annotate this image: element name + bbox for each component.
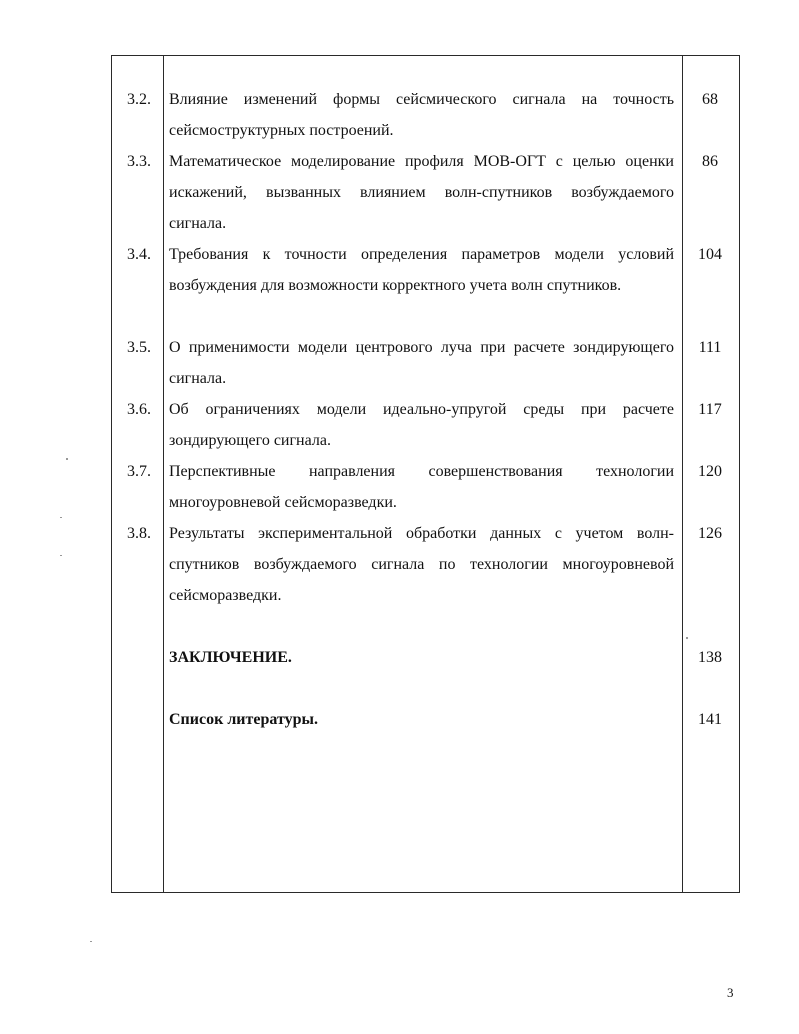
scan-speck <box>60 517 62 518</box>
scan-speck <box>686 637 688 639</box>
toc-page-number: 126 <box>698 525 722 542</box>
page-number: 3 <box>727 985 734 1000</box>
toc-section-number: 3.7. <box>127 463 151 480</box>
scan-speck <box>90 941 92 942</box>
toc-page-number: 138 <box>698 649 722 666</box>
toc-section-title: Перспективные направления совершенствования технологии многоуровневой сейсморазведки. <box>169 463 674 511</box>
toc-page-number: 111 <box>698 339 722 356</box>
toc-page-number: 104 <box>698 246 722 263</box>
toc-references-title: Список литературы. <box>169 711 318 728</box>
toc-column-divider-right <box>682 55 683 893</box>
toc-conclusion-title: ЗАКЛЮЧЕНИЕ. <box>169 649 292 666</box>
toc-page-number: 141 <box>698 711 722 728</box>
toc-section-title: Требования к точности определения параметров модели условий возбуждения для возможности корректного учета волн спутников. <box>169 246 674 294</box>
toc-page-number: 120 <box>698 463 722 480</box>
toc-section-number: 3.4. <box>127 246 151 263</box>
toc-column-divider-left <box>163 55 164 893</box>
toc-section-number: 3.8. <box>127 525 151 542</box>
scan-speck <box>60 555 62 556</box>
toc-section-title: Результаты экспериментальной обработки данных с учетом волн-спутников возбуждаемого сигнала по технологии многоуровневой сейсморазведки. <box>169 525 674 604</box>
toc-section-title: Влияние изменений формы сейсмического сигнала на точность сейсмоструктурных построений. <box>169 91 674 139</box>
toc-section-number: 3.2. <box>127 91 151 108</box>
toc-page-number: 68 <box>702 91 718 108</box>
toc-section-number: 3.6. <box>127 401 151 418</box>
toc-section-number: 3.5. <box>127 339 151 356</box>
toc-page-number: 86 <box>702 153 718 170</box>
scan-speck <box>66 458 68 460</box>
toc-section-title: О применимости модели центрового луча при расчете зондирующего сигнала. <box>169 339 674 387</box>
toc-section-number: 3.3. <box>127 153 151 170</box>
toc-section-title: Математическое моделирование профиля МОВ-ОГТ с целью оценки искажений, вызванных влиянием волн-спутников возбуждаемого сигнала. <box>169 153 674 232</box>
toc-section-title: Об ограничениях модели идеально-упругой среды при расчете зондирующего сигнала. <box>169 401 674 449</box>
toc-page-number: 117 <box>698 401 722 418</box>
